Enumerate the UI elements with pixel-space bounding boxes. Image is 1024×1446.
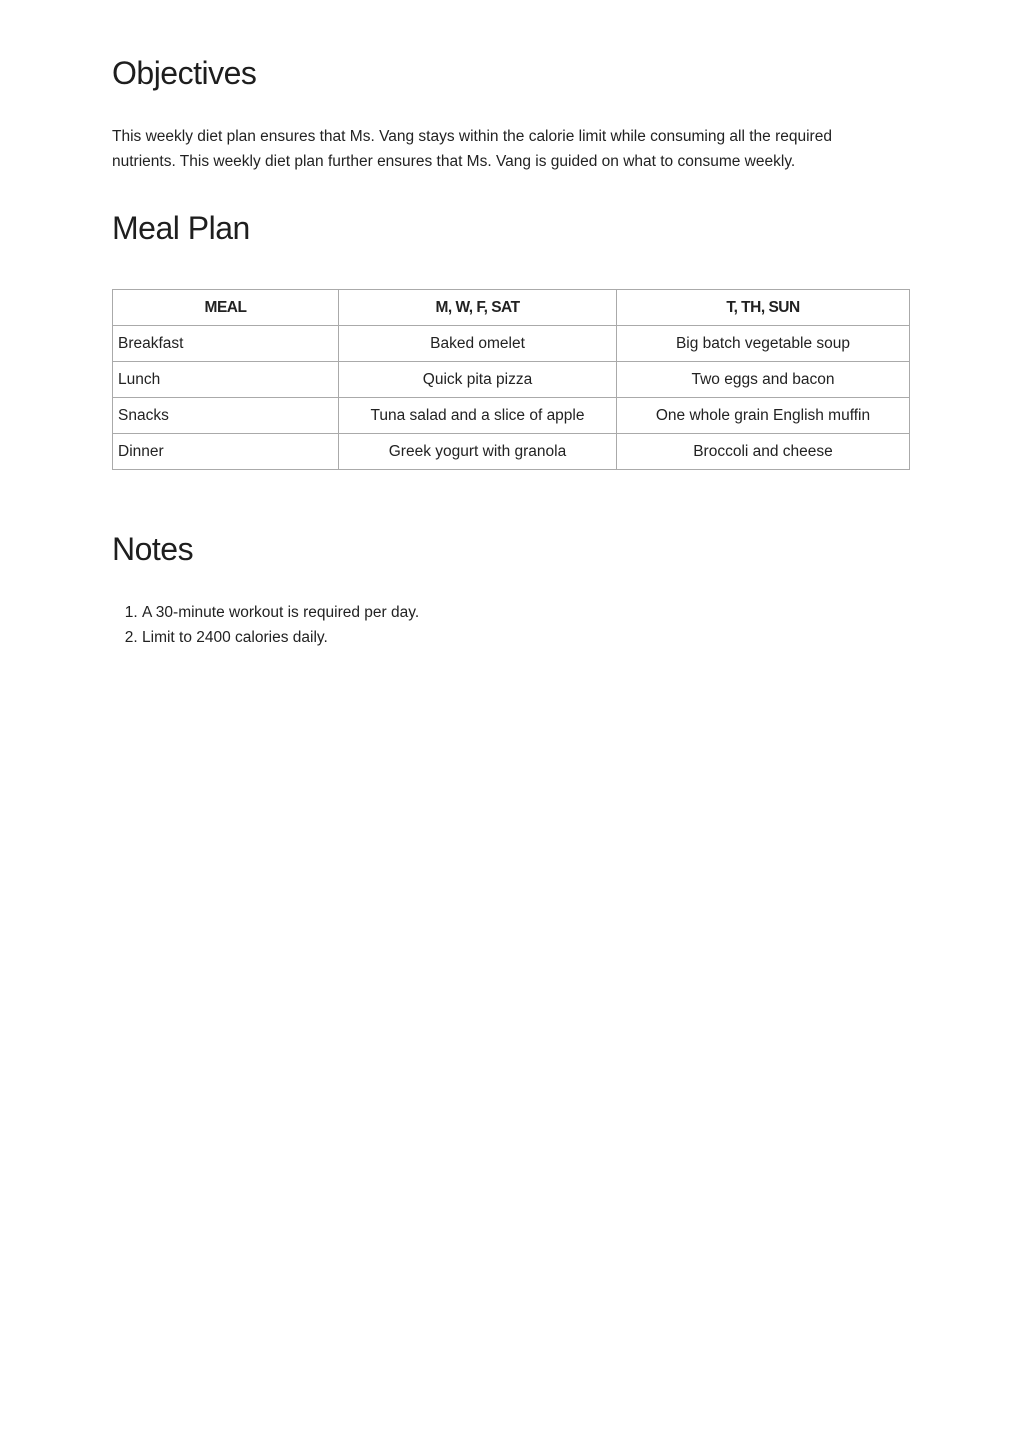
objectives-heading: Objectives [112,55,257,91]
cell: Tuna salad and a slice of apple [339,398,617,434]
table-row [113,398,910,434]
cell: Big batch vegetable soup [617,326,910,362]
cell: Baked omelet [339,326,617,362]
meal-plan-heading: Meal Plan [112,210,250,246]
table-row [113,362,910,398]
meal-plan-table [112,289,910,470]
header-cell: MEAL [113,290,339,326]
cell: Two eggs and bacon [617,362,910,398]
table-header-row [113,290,910,326]
cell: Lunch [113,362,339,398]
notes-list [112,600,910,650]
table-row [113,434,910,470]
cell: Snacks [113,398,339,434]
cell: One whole grain English muffin [617,398,910,434]
cell: Breakfast [113,326,339,362]
objectives-text: This weekly diet plan ensures that Ms. Vang stays within the calorie limit while consuming all the required nutrients. This weekly diet plan further ensures that Ms. Vang is guided on what to consume weekly. [112,128,832,170]
cell: Dinner [113,434,339,470]
cell: Broccoli and cheese [617,434,910,470]
header-cell: T, TH, SUN [617,290,910,326]
notes-heading: Notes [112,531,194,567]
objectives-section [112,55,910,174]
table-row [113,326,910,362]
cell: Quick pita pizza [339,362,617,398]
cell: Greek yogurt with granola [339,434,617,470]
note-item: 2. Limit to 2400 calories daily. [142,625,910,650]
notes-section [112,531,910,650]
note-item: 1. A 30-minute workout is required per day. [142,600,910,625]
header-cell: M, W, F, SAT [339,290,617,326]
meal-plan-section [112,210,910,470]
